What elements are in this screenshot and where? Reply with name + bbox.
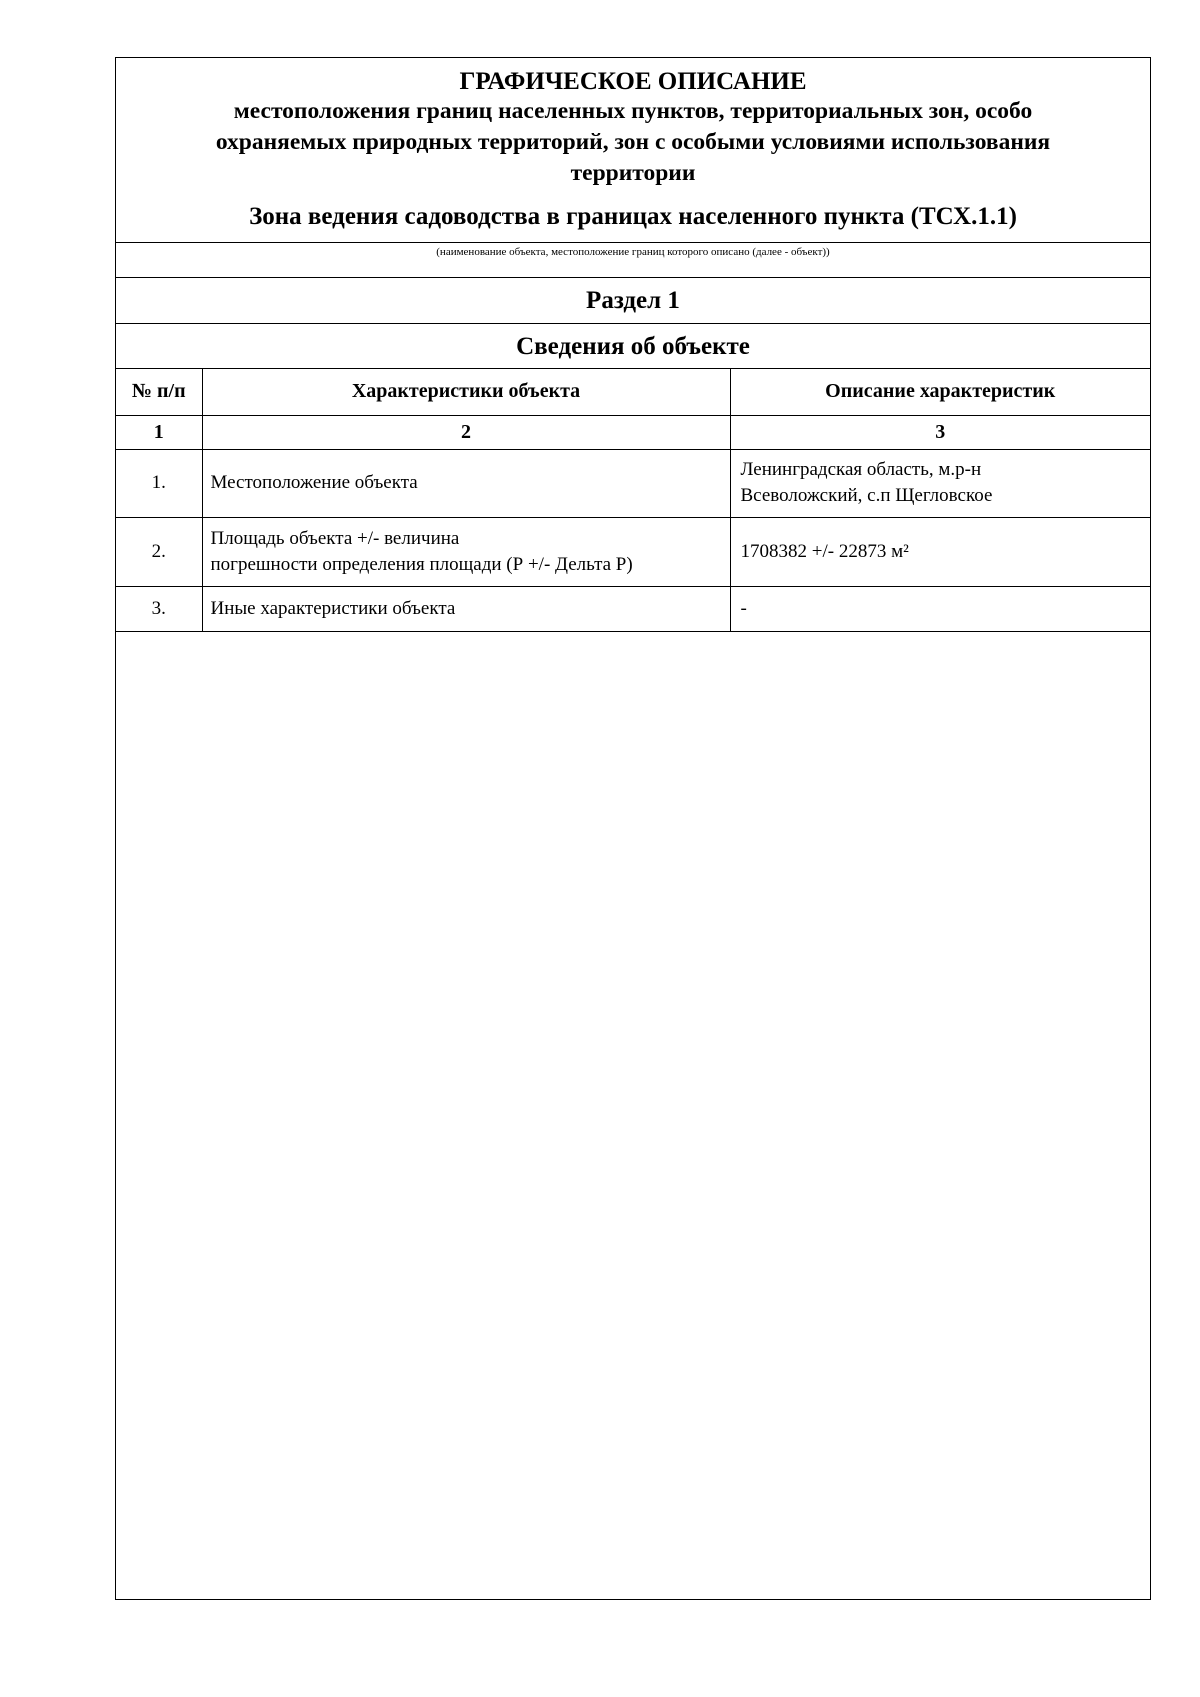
row-number: 2. bbox=[116, 517, 202, 586]
description-line: Всеволожский, с.п Щегловское bbox=[740, 485, 993, 506]
object-name: Зона ведения садоводства в границах населенного пункта (ТСХ.1.1) bbox=[249, 203, 1017, 230]
object-caption: (наименование объекта, местоположение границ которого описано (далее - объект)) bbox=[116, 243, 1150, 278]
object-info-table bbox=[116, 369, 1150, 632]
row-characteristic bbox=[202, 517, 730, 586]
characteristic-line: Площадь объекта +/- величина bbox=[210, 527, 460, 549]
column-number: 1 bbox=[116, 415, 202, 449]
description-line: Ленинградская область, м.р-н bbox=[740, 459, 982, 480]
description-line: 1708382 +/- 22873 м² bbox=[740, 540, 909, 562]
subtitle-line: местоположения границ населенных пунктов, территориальных зон, особо bbox=[233, 98, 1033, 124]
row-description bbox=[730, 586, 1150, 631]
subtitle-line: охраняемых природных территорий, зон с особыми условиями использования bbox=[215, 129, 1051, 155]
characteristic-line: Местоположение объекта bbox=[210, 472, 418, 493]
column-header-characteristic: Характеристики объекта bbox=[202, 369, 730, 415]
row-number: 1. bbox=[116, 449, 202, 517]
column-header-number: № п/п bbox=[116, 369, 202, 415]
column-numbers-row bbox=[116, 415, 1150, 449]
document-frame bbox=[115, 57, 1151, 1600]
column-number: 3 bbox=[730, 415, 1150, 449]
row-number: 3. bbox=[116, 586, 202, 631]
column-header-description: Описание характеристик bbox=[730, 369, 1150, 415]
column-number: 2 bbox=[202, 415, 730, 449]
row-characteristic bbox=[202, 449, 730, 517]
subtitle-line: территории bbox=[570, 160, 696, 186]
row-characteristic bbox=[202, 586, 730, 631]
document-title: ГРАФИЧЕСКОЕ ОПИСАНИЕ bbox=[459, 68, 807, 95]
table-header-row bbox=[116, 369, 1150, 415]
characteristic-line: Иные характеристики объекта bbox=[210, 597, 456, 619]
characteristic-line: погрешности определения площади (Р +/- Дельта Р) bbox=[210, 553, 633, 575]
row-description bbox=[730, 449, 1150, 517]
section-label: Раздел 1 bbox=[116, 278, 1150, 324]
table-row bbox=[116, 449, 1150, 517]
row-description bbox=[730, 517, 1150, 586]
document-subtitle bbox=[116, 96, 1150, 189]
table-row bbox=[116, 517, 1150, 586]
description-line: - bbox=[740, 597, 747, 619]
document-header bbox=[116, 58, 1150, 243]
section-heading: Сведения об объекте bbox=[116, 324, 1150, 369]
table-row bbox=[116, 586, 1150, 631]
